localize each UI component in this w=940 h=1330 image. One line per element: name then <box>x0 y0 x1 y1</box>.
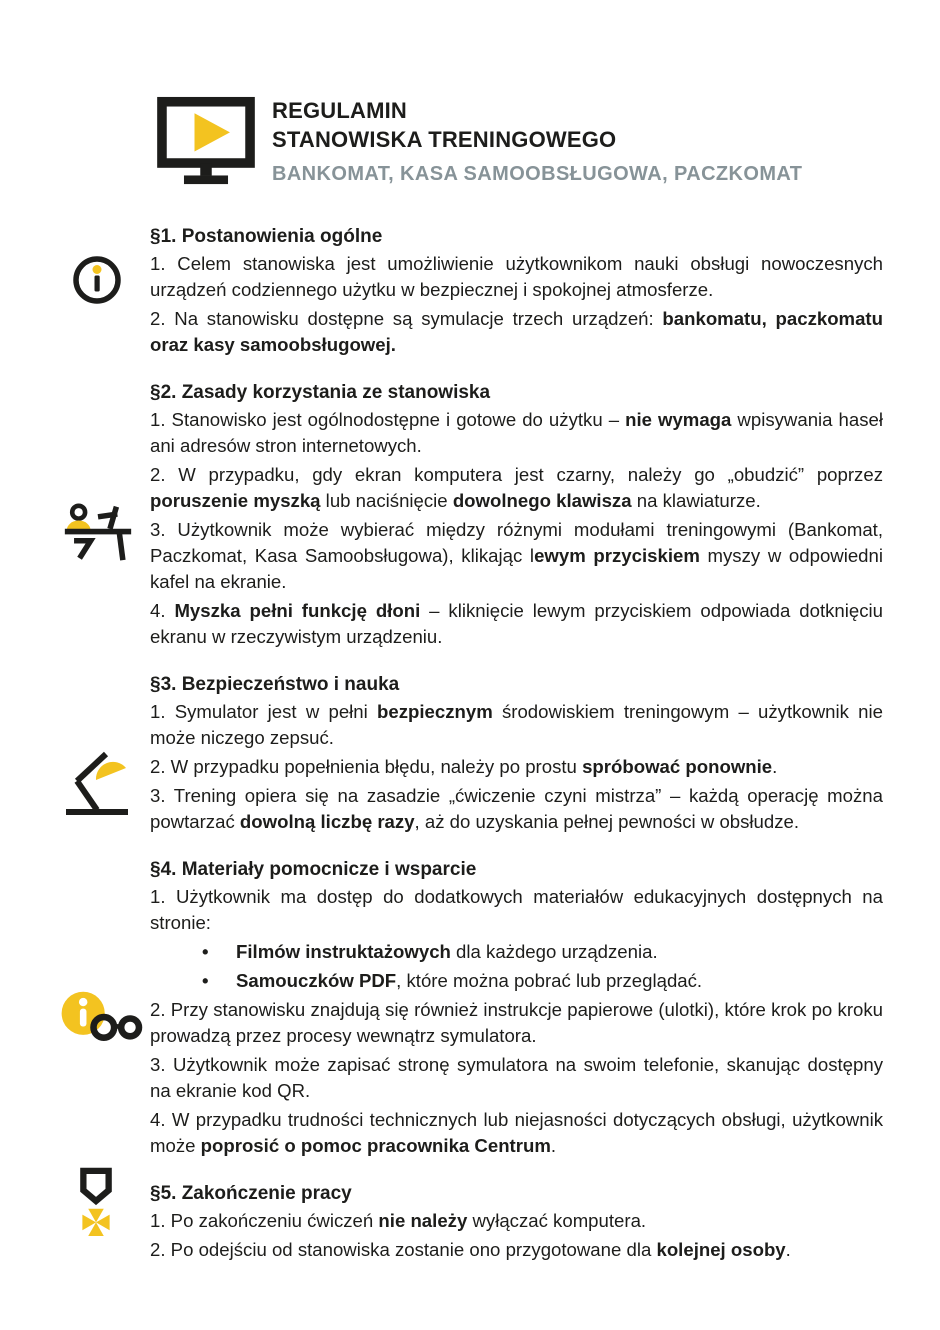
document-title-line1: REGULAMIN <box>272 98 408 123</box>
section-4-paragraph-2: 2. Przy stanowisku znajdują się również instrukcje papierowe (ulotki), które krok po kroku prowadzą przez procesy wewnątrz symulatora. <box>150 999 883 1046</box>
section-5-paragraph-1: 1. Po zakończeniu ćwiczeń nie należy wyłączać komputera. <box>150 1210 647 1231</box>
section-2-paragraph-2: 2. W przypadku, gdy ekran komputera jest czarny, należy go „obudzić” poprzez poruszenie myszką lub naciśnięcie dowolnego klawisza na klawiaturze. <box>150 464 883 511</box>
section-5-heading: §5. Zakończenie pracy <box>150 1183 352 1204</box>
section-3-paragraph-1: 1. Symulator jest w pełni bezpiecznym środowiskiem treningowym – użytkownik nie może niczego zepsuć. <box>150 701 883 748</box>
section-3-heading: §3. Bezpieczeństwo i nauka <box>150 674 400 695</box>
section-3-paragraph-3: 3. Trening opiera się na zasadzie „ćwiczenie czyni mistrza” – każdą operację można powtarzać dowolną liczbę razy, aż do uzyskania pełnej pewności w obsłudze. <box>150 785 883 832</box>
desk-lamp-icon <box>60 747 136 823</box>
bullet-item-text: Filmów instruktażowych dla każdego urządzenia. <box>236 941 658 962</box>
bullet-item-filmy-instruktazowe <box>150 939 883 965</box>
bullet-item-samouczki-pdf <box>150 968 883 994</box>
monitor-play-icon <box>156 96 256 186</box>
section-3-bezpieczenstwo-i-nauka <box>150 672 883 835</box>
section-2-paragraph-1: 1. Stanowisko jest ogólnodostępne i gotowe do użytku – nie wymaga wpisywania haseł ani adresów stron internetowych. <box>150 409 883 456</box>
section-3-paragraph-2: 2. W przypadku popełnienia błędu, należy po prostu spróbować ponownie. <box>150 756 778 777</box>
section-2-paragraph-3: 3. Użytkownik może wybierać między różnymi modułami treningowymi (Bankomat, Paczkomat, Kasa Samoobsługowa), klikając lewym przyciskiem myszy w odpowiedni kafel na ekranie. <box>150 519 883 592</box>
document-header <box>156 96 802 187</box>
section-1-paragraph-2: 2. Na stanowisku dostępne są symulacje trzech urządzeń: bankomatu, paczkomatu oraz kasy samoobsługowej. <box>150 308 883 355</box>
section-4-paragraph-1: 1. Użytkownik ma dostęp do dodatkowych materiałów edukacyjnych dostępnych na stronie: <box>150 886 883 933</box>
bullet-dot: • <box>202 970 209 991</box>
section-5-zakonczenie-pracy <box>150 1181 883 1263</box>
section-2-heading: §2. Zasady korzystania ze stanowiska <box>150 382 491 403</box>
section-1-postanowienia-ogolne <box>150 224 883 358</box>
document-title-line2: STANOWISKA TRENINGOWEGO <box>272 127 617 152</box>
header-text <box>272 96 802 187</box>
section-4-bullet-list <box>150 939 883 994</box>
section-4-materialy-pomocnicze <box>150 857 883 1159</box>
medal-icon <box>76 1167 116 1237</box>
document-subtitle: BANKOMAT, KASA SAMOOBSŁUGOWA, PACZKOMAT <box>272 163 803 185</box>
section-2-paragraph-4: 4. Myszka pełni funkcję dłoni – kliknięcie lewym przyciskiem odpowiada dotknięciu ekranu w rzeczywistym urządzeniu. <box>150 600 883 647</box>
person-at-desk-icon <box>62 503 134 573</box>
bullet-item-text: Samouczków PDF, które można pobrać lub przeglądać. <box>236 970 703 991</box>
section-5-paragraph-2: 2. Po odejściu od stanowiska zostanie ono przygotowane dla kolejnej osoby. <box>150 1239 791 1260</box>
section-1-heading: §1. Postanowienia ogólne <box>150 226 383 247</box>
info-glasses-icon <box>57 988 145 1048</box>
section-1-paragraph-1: 1. Celem stanowiska jest umożliwienie użytkownikom nauki obsługi nowoczesnych urządzeń codziennego użytku w bezpiecznej i spokojnej atmosferze. <box>150 253 883 300</box>
section-4-paragraph-3: 3. Użytkownik może zapisać stronę symulatora na swoim telefonie, skanując dostępny na ekranie kod QR. <box>150 1054 883 1101</box>
document-body <box>150 224 883 1285</box>
section-2-zasady-korzystania <box>150 380 883 650</box>
section-4-heading: §4. Materiały pomocnicze i wsparcie <box>150 859 477 880</box>
bullet-dot: • <box>202 941 209 962</box>
info-circle-icon <box>71 254 123 306</box>
section-4-paragraph-4: 4. W przypadku trudności technicznych lub niejasności dotyczących obsługi, użytkownik może poprosić o pomoc pracownika Centrum. <box>150 1109 883 1156</box>
